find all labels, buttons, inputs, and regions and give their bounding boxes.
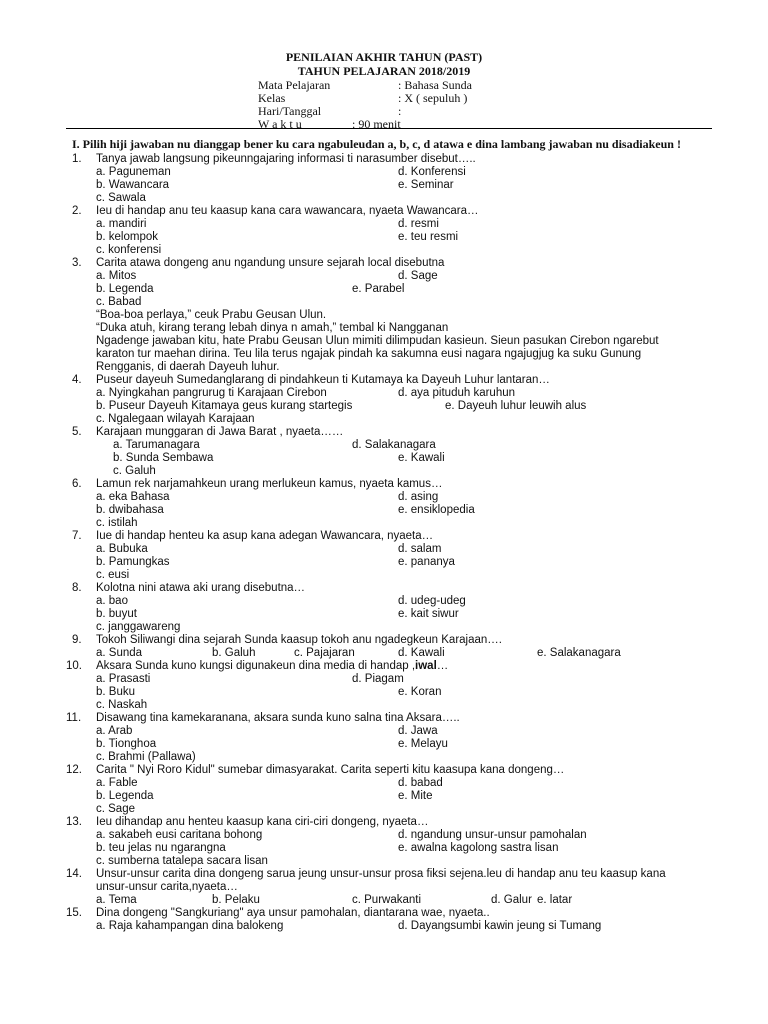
- option-d[interactable]: d. babad: [398, 777, 443, 789]
- option-a[interactable]: a. eka Bahasa: [96, 491, 170, 503]
- question-number: 5.: [72, 426, 82, 438]
- question-number: 9.: [72, 634, 82, 646]
- option-d[interactable]: d. udeg-udeg: [398, 595, 466, 607]
- question-text-main: Aksara Sunda kuno kungsi digunakeun dina media di handap ,: [96, 660, 416, 672]
- option-c[interactable]: c. Purwakanti: [352, 894, 422, 906]
- question-number: 11.: [66, 712, 82, 724]
- question-text-continued: unsur-unsur carita,nyaeta…: [96, 881, 238, 893]
- option-d[interactable]: d. Jawa: [398, 725, 438, 737]
- option-c[interactable]: c. Pajajaran: [294, 647, 355, 659]
- question-text: Puseur dayeuh Sumedanglarang di pindahkeun ti Kutamaya ka Dayeuh Luhur lantaran…: [96, 374, 550, 386]
- section-instruction: I. Pilih hiji jawaban nu dianggap bener ku cara ngabuleudan a, b, c, d atawa e dina lambang jawaban nu disadiakeun !: [72, 137, 681, 151]
- question-text: Iue di handap henteu ka asup kana adegan Wawancara, nyaeta…: [96, 530, 434, 542]
- question-number: 4.: [72, 374, 82, 386]
- option-a[interactable]: a. Tema: [96, 894, 137, 906]
- option-b[interactable]: b. teu jelas nu ngarangna: [96, 842, 226, 854]
- question-text: Disawang tina kamekaranana, aksara sunda kuno salna tina Aksara…..: [96, 712, 460, 724]
- option-b[interactable]: b. Pelaku: [212, 894, 260, 906]
- time-value: : 90 menit: [352, 117, 401, 131]
- question-text: Ieu di handap anu teu kaasup kana cara wawancara, nyaeta Wawancara…: [96, 205, 479, 217]
- question-text: Tokoh Siliwangi dina sejarah Sunda kaasup tokoh anu ngadegkeun Karajaan….: [96, 634, 502, 646]
- option-e[interactable]: e. pananya: [398, 556, 455, 568]
- option-b[interactable]: b. dwibahasa: [96, 504, 164, 516]
- class-value: : X ( sepuluh ): [398, 91, 468, 105]
- option-b[interactable]: b. Pamungkas: [96, 556, 170, 568]
- question-text: Carita atawa dongeng anu ngandung unsure sejarah local disebutna: [96, 257, 445, 269]
- question-text-end: …: [436, 660, 449, 672]
- option-d[interactable]: d. Dayangsumbi kawin jeung si Tumang: [398, 920, 602, 932]
- option-b[interactable]: b. Puseur Dayeuh Kitamaya geus kurang startegis: [96, 400, 353, 412]
- option-d[interactable]: d. Galur: [491, 894, 532, 906]
- passage-line: karaton tur maehan dirina. Teu lila terus ngajak pindah ka sakumna eusi nagara ngajugjug ka suku Gunung: [96, 348, 642, 360]
- option-d[interactable]: d. Sage: [398, 270, 438, 282]
- option-c[interactable]: c. Sawala: [96, 192, 146, 204]
- passage-line: Ngadenge jawaban kitu, hate Prabu Geusan Ulun mimiti dilimpudan kasieun. Sieun pasukan Cirebon ngarebut: [96, 335, 659, 347]
- question-text: [96, 660, 448, 673]
- question-text: Karajaan munggaran di Jawa Barat , nyaeta……: [96, 426, 344, 438]
- option-d[interactable]: d. resmi: [398, 218, 439, 230]
- date-value: :: [398, 104, 402, 118]
- option-a[interactable]: a. Arab: [96, 725, 133, 737]
- option-a[interactable]: a. Paguneman: [96, 166, 171, 178]
- question-text: Dina dongeng "Sangkuriang" aya unsur pamohalan, diantarana wae, nyaeta..: [96, 907, 490, 919]
- question-number: 3.: [72, 257, 82, 269]
- option-a[interactable]: a. Prasasti: [96, 673, 151, 685]
- option-d[interactable]: d. aya pituduh karuhun: [398, 387, 516, 399]
- question-text: Unsur-unsur carita dina dongeng sarua jeung unsur-unsur prosa fiksi sejena.leu di handap anu teu kaasup kana: [96, 868, 666, 880]
- option-a[interactable]: a. Nyingkahan pangrurug ti Karajaan Cirebon: [96, 387, 327, 399]
- option-e[interactable]: e. awalna kagolong sastra lisan: [398, 842, 559, 854]
- option-b[interactable]: b. Wawancara: [96, 179, 170, 191]
- option-c[interactable]: c. sumberna tatalepa sacara lisan: [96, 855, 268, 867]
- option-c[interactable]: c. Naskah: [96, 699, 148, 711]
- option-e[interactable]: e. Salakanagara: [537, 647, 621, 659]
- option-b[interactable]: b. Buku: [96, 686, 135, 698]
- question-number: 12.: [66, 764, 82, 776]
- option-d[interactable]: d. Kawali: [398, 647, 445, 659]
- option-a[interactable]: a. Tarumanagara: [113, 439, 200, 451]
- option-b[interactable]: b. Legenda: [96, 283, 154, 295]
- question-number: 6.: [72, 478, 82, 490]
- option-a[interactable]: a. mandiri: [96, 218, 147, 230]
- option-e[interactable]: e. Koran: [398, 686, 442, 698]
- option-e[interactable]: e. Mite: [398, 790, 433, 802]
- option-c[interactable]: c. konferensi: [96, 244, 162, 256]
- school-year: TAHUN PELAJARAN 2018/2019: [297, 64, 471, 78]
- passage-line: Rengganis, di daerah Dayeuh luhur.: [96, 361, 280, 373]
- question-number: 15.: [66, 907, 82, 919]
- option-d[interactable]: d. salam: [398, 543, 442, 555]
- option-c[interactable]: c. istilah: [96, 517, 138, 529]
- option-c[interactable]: c. janggawareng: [96, 621, 181, 633]
- option-e[interactable]: e. Melayu: [398, 738, 448, 750]
- option-b[interactable]: b. kelompok: [96, 231, 159, 243]
- option-e[interactable]: e. Parabel: [352, 283, 405, 295]
- option-e[interactable]: e. Dayeuh luhur leuwih alus: [445, 400, 587, 412]
- option-b[interactable]: b. Galuh: [212, 647, 256, 659]
- option-c[interactable]: c. Sage: [96, 803, 135, 815]
- exam-title: PENILAIAN AKHIR TAHUN (PAST): [285, 50, 483, 64]
- subject-value: : Bahasa Sunda: [398, 78, 472, 92]
- option-c[interactable]: c. Ngalegaan wilayah Karajaan: [96, 413, 255, 425]
- question-number: 1.: [72, 153, 82, 165]
- option-d[interactable]: d. ngandung unsur-unsur pamohalan: [398, 829, 587, 841]
- question-number: 2.: [72, 205, 82, 217]
- subject-label: Mata Pelajaran: [258, 78, 331, 92]
- option-c[interactable]: c. eusi: [96, 569, 130, 581]
- passage-line: “Duka atuh, kirang terang lebah dinya n amah,” tembal ki Nangganan: [96, 322, 449, 334]
- option-e[interactable]: e. Seminar: [398, 179, 454, 191]
- question-number: 8.: [72, 582, 82, 594]
- question-number: 13.: [66, 816, 82, 828]
- question-number: 10.: [66, 660, 82, 672]
- option-a[interactable]: a. bao: [96, 595, 128, 607]
- option-b[interactable]: b. Legenda: [96, 790, 154, 802]
- option-e[interactable]: e. latar: [537, 894, 573, 906]
- time-label: W a k t u: [258, 117, 302, 131]
- option-d[interactable]: d. Piagam: [352, 673, 404, 685]
- date-label: Hari/Tanggal: [258, 104, 322, 118]
- option-e[interactable]: e. kait siwur: [398, 608, 459, 620]
- option-e[interactable]: e. Kawali: [398, 452, 445, 464]
- question-text: Lamun rek narjamahkeun urang merlukeun kamus, nyaeta kamus…: [96, 478, 443, 490]
- option-d[interactable]: d. Konferensi: [398, 166, 466, 178]
- option-b[interactable]: b. buyut: [96, 608, 137, 620]
- option-a[interactable]: a. Raja kahampangan dina balokeng: [96, 920, 284, 932]
- question-text-emphasis: iwal: [415, 660, 437, 672]
- class-label: Kelas: [258, 91, 286, 105]
- option-a[interactable]: a. Bubuka: [96, 543, 148, 555]
- question-text: Ieu dihandap anu henteu kaasup kana ciri-ciri dongeng, nyaeta…: [96, 816, 429, 828]
- option-b[interactable]: b. Sunda Sembawa: [113, 452, 214, 464]
- option-a[interactable]: a. Mitos: [96, 270, 137, 282]
- option-d[interactable]: d. asing: [398, 491, 439, 503]
- header-rule: [66, 128, 712, 129]
- option-a[interactable]: a. Sunda: [96, 647, 143, 659]
- option-a[interactable]: a. sakabeh eusi caritana bohong: [96, 829, 263, 841]
- option-c[interactable]: c. Brahmi (Pallawa): [96, 751, 196, 763]
- option-b[interactable]: b. Tionghoa: [96, 738, 157, 750]
- option-d[interactable]: d. Salakanagara: [352, 439, 436, 451]
- question-number: 14.: [66, 868, 82, 880]
- question-text: Kolotna nini atawa aki urang disebutna…: [96, 582, 306, 594]
- option-c[interactable]: c. Babad: [96, 296, 142, 308]
- question-text: Tanya jawab langsung pikeunngajaring informasi ti narasumber disebut…..: [96, 153, 476, 165]
- option-e[interactable]: e. ensiklopedia: [398, 504, 475, 516]
- passage-line: “Boa-boa perlaya,” ceuk Prabu Geusan Ulun.: [96, 309, 327, 321]
- option-e[interactable]: e. teu resmi: [398, 231, 459, 243]
- question-number: 7.: [72, 530, 82, 542]
- option-a[interactable]: a. Fable: [96, 777, 138, 789]
- question-text: Carita " Nyi Roro Kidul" sumebar dimasyarakat. Carita seperti kitu kaasupa kana dongeng…: [96, 764, 565, 776]
- option-c[interactable]: c. Galuh: [113, 465, 156, 477]
